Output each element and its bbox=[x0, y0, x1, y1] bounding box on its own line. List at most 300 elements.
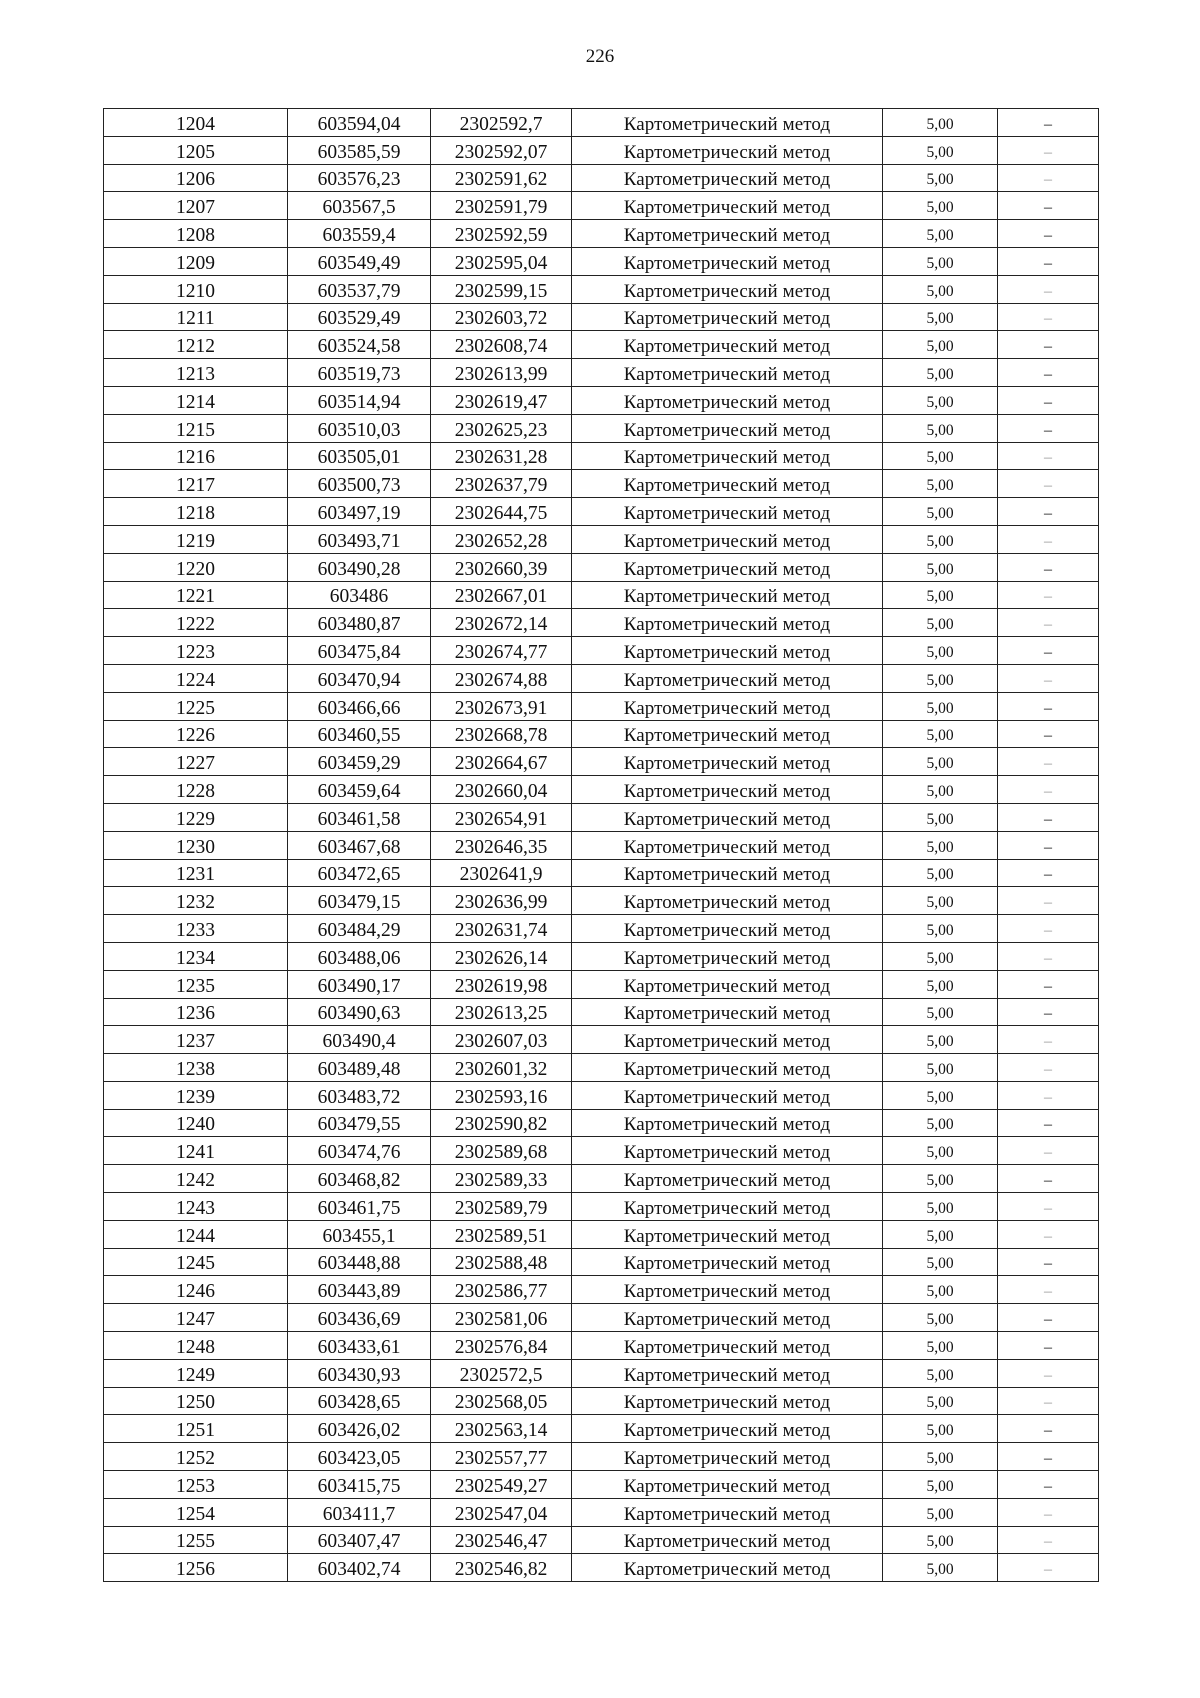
y-coordinate-cell: 2302660,04 bbox=[431, 776, 572, 804]
x-coordinate-cell: 603430,93 bbox=[288, 1359, 431, 1387]
table-row bbox=[104, 1443, 1099, 1471]
page-number: 226 bbox=[585, 46, 615, 67]
method-cell: Картометрический метод bbox=[572, 1443, 883, 1471]
x-coordinate-cell: 603490,63 bbox=[288, 998, 431, 1026]
description-cell: – bbox=[998, 1471, 1099, 1499]
point-number-cell: 1228 bbox=[104, 776, 288, 804]
description-cell: – bbox=[998, 1554, 1099, 1582]
point-number-cell: 1241 bbox=[104, 1137, 288, 1165]
method-cell: Картометрический метод bbox=[572, 109, 883, 137]
description-cell: – bbox=[998, 664, 1099, 692]
y-coordinate-cell: 2302673,91 bbox=[431, 692, 572, 720]
x-coordinate-cell: 603460,55 bbox=[288, 720, 431, 748]
y-coordinate-cell: 2302654,91 bbox=[431, 803, 572, 831]
y-coordinate-cell: 2302607,03 bbox=[431, 1026, 572, 1054]
point-number-cell: 1247 bbox=[104, 1304, 288, 1332]
y-coordinate-cell: 2302672,14 bbox=[431, 609, 572, 637]
table-row bbox=[104, 915, 1099, 943]
point-number-cell: 1211 bbox=[104, 303, 288, 331]
description-cell: – bbox=[998, 136, 1099, 164]
table-row bbox=[104, 1359, 1099, 1387]
y-coordinate-cell: 2302674,88 bbox=[431, 664, 572, 692]
y-coordinate-cell: 2302631,74 bbox=[431, 915, 572, 943]
point-number-cell: 1206 bbox=[104, 164, 288, 192]
accuracy-cell: 5,00 bbox=[883, 442, 998, 470]
description-cell: – bbox=[998, 1165, 1099, 1193]
y-coordinate-cell: 2302619,98 bbox=[431, 970, 572, 998]
point-number-cell: 1236 bbox=[104, 998, 288, 1026]
y-coordinate-cell: 2302557,77 bbox=[431, 1443, 572, 1471]
table-row bbox=[104, 275, 1099, 303]
x-coordinate-cell: 603529,49 bbox=[288, 303, 431, 331]
point-number-cell: 1213 bbox=[104, 359, 288, 387]
point-number-cell: 1226 bbox=[104, 720, 288, 748]
y-coordinate-cell: 2302576,84 bbox=[431, 1332, 572, 1360]
y-coordinate-cell: 2302572,5 bbox=[431, 1359, 572, 1387]
description-cell: – bbox=[998, 553, 1099, 581]
method-cell: Картометрический метод bbox=[572, 164, 883, 192]
x-coordinate-cell: 603537,79 bbox=[288, 275, 431, 303]
y-coordinate-cell: 2302591,62 bbox=[431, 164, 572, 192]
accuracy-cell: 5,00 bbox=[883, 1526, 998, 1554]
point-number-cell: 1238 bbox=[104, 1054, 288, 1082]
table-row bbox=[104, 1248, 1099, 1276]
accuracy-cell: 5,00 bbox=[883, 942, 998, 970]
description-cell: – bbox=[998, 803, 1099, 831]
accuracy-cell: 5,00 bbox=[883, 831, 998, 859]
method-cell: Картометрический метод bbox=[572, 442, 883, 470]
table-row bbox=[104, 1498, 1099, 1526]
table-row bbox=[104, 442, 1099, 470]
point-number-cell: 1212 bbox=[104, 331, 288, 359]
point-number-cell: 1233 bbox=[104, 915, 288, 943]
x-coordinate-cell: 603428,65 bbox=[288, 1387, 431, 1415]
accuracy-cell: 5,00 bbox=[883, 1054, 998, 1082]
table-row bbox=[104, 247, 1099, 275]
description-cell: – bbox=[998, 1054, 1099, 1082]
accuracy-cell: 5,00 bbox=[883, 776, 998, 804]
y-coordinate-cell: 2302591,79 bbox=[431, 192, 572, 220]
accuracy-cell: 5,00 bbox=[883, 1304, 998, 1332]
table-row bbox=[104, 414, 1099, 442]
description-cell: – bbox=[998, 442, 1099, 470]
point-number-cell: 1234 bbox=[104, 942, 288, 970]
accuracy-cell: 5,00 bbox=[883, 1165, 998, 1193]
accuracy-cell: 5,00 bbox=[883, 637, 998, 665]
accuracy-cell: 5,00 bbox=[883, 1026, 998, 1054]
description-cell: – bbox=[998, 414, 1099, 442]
table-row bbox=[104, 859, 1099, 887]
method-cell: Картометрический метод bbox=[572, 1471, 883, 1499]
description-cell: – bbox=[998, 1387, 1099, 1415]
accuracy-cell: 5,00 bbox=[883, 136, 998, 164]
y-coordinate-cell: 2302660,39 bbox=[431, 553, 572, 581]
description-cell: – bbox=[998, 1332, 1099, 1360]
coordinates-table bbox=[103, 108, 1099, 1582]
y-coordinate-cell: 2302563,14 bbox=[431, 1415, 572, 1443]
method-cell: Картометрический метод bbox=[572, 247, 883, 275]
accuracy-cell: 5,00 bbox=[883, 192, 998, 220]
accuracy-cell: 5,00 bbox=[883, 164, 998, 192]
point-number-cell: 1227 bbox=[104, 748, 288, 776]
x-coordinate-cell: 603411,7 bbox=[288, 1498, 431, 1526]
x-coordinate-cell: 603468,82 bbox=[288, 1165, 431, 1193]
accuracy-cell: 5,00 bbox=[883, 1137, 998, 1165]
x-coordinate-cell: 603490,17 bbox=[288, 970, 431, 998]
point-number-cell: 1204 bbox=[104, 109, 288, 137]
x-coordinate-cell: 603402,74 bbox=[288, 1554, 431, 1582]
table-row bbox=[104, 581, 1099, 609]
description-cell: – bbox=[998, 1415, 1099, 1443]
accuracy-cell: 5,00 bbox=[883, 386, 998, 414]
table-row bbox=[104, 664, 1099, 692]
x-coordinate-cell: 603480,87 bbox=[288, 609, 431, 637]
point-number-cell: 1223 bbox=[104, 637, 288, 665]
x-coordinate-cell: 603505,01 bbox=[288, 442, 431, 470]
y-coordinate-cell: 2302646,35 bbox=[431, 831, 572, 859]
x-coordinate-cell: 603479,15 bbox=[288, 887, 431, 915]
method-cell: Картометрический метод bbox=[572, 525, 883, 553]
description-cell: – bbox=[998, 887, 1099, 915]
method-cell: Картометрический метод bbox=[572, 220, 883, 248]
method-cell: Картометрический метод bbox=[572, 748, 883, 776]
y-coordinate-cell: 2302625,23 bbox=[431, 414, 572, 442]
table-row bbox=[104, 303, 1099, 331]
accuracy-cell: 5,00 bbox=[883, 859, 998, 887]
table-row bbox=[104, 831, 1099, 859]
method-cell: Картометрический метод bbox=[572, 637, 883, 665]
description-cell: – bbox=[998, 1498, 1099, 1526]
x-coordinate-cell: 603497,19 bbox=[288, 498, 431, 526]
method-cell: Картометрический метод bbox=[572, 303, 883, 331]
point-number-cell: 1215 bbox=[104, 414, 288, 442]
description-cell: – bbox=[998, 637, 1099, 665]
point-number-cell: 1255 bbox=[104, 1526, 288, 1554]
point-number-cell: 1209 bbox=[104, 247, 288, 275]
method-cell: Картометрический метод bbox=[572, 275, 883, 303]
accuracy-cell: 5,00 bbox=[883, 1248, 998, 1276]
description-cell: – bbox=[998, 942, 1099, 970]
point-number-cell: 1253 bbox=[104, 1471, 288, 1499]
x-coordinate-cell: 603549,49 bbox=[288, 247, 431, 275]
point-number-cell: 1244 bbox=[104, 1220, 288, 1248]
y-coordinate-cell: 2302608,74 bbox=[431, 331, 572, 359]
accuracy-cell: 5,00 bbox=[883, 359, 998, 387]
x-coordinate-cell: 603470,94 bbox=[288, 664, 431, 692]
description-cell: – bbox=[998, 109, 1099, 137]
description-cell: – bbox=[998, 776, 1099, 804]
point-number-cell: 1251 bbox=[104, 1415, 288, 1443]
y-coordinate-cell: 2302581,06 bbox=[431, 1304, 572, 1332]
point-number-cell: 1225 bbox=[104, 692, 288, 720]
method-cell: Картометрический метод bbox=[572, 1137, 883, 1165]
method-cell: Картометрический метод bbox=[572, 414, 883, 442]
accuracy-cell: 5,00 bbox=[883, 887, 998, 915]
y-coordinate-cell: 2302637,79 bbox=[431, 470, 572, 498]
point-number-cell: 1231 bbox=[104, 859, 288, 887]
accuracy-cell: 5,00 bbox=[883, 1359, 998, 1387]
x-coordinate-cell: 603448,88 bbox=[288, 1248, 431, 1276]
accuracy-cell: 5,00 bbox=[883, 1220, 998, 1248]
x-coordinate-cell: 603484,29 bbox=[288, 915, 431, 943]
accuracy-cell: 5,00 bbox=[883, 525, 998, 553]
x-coordinate-cell: 603510,03 bbox=[288, 414, 431, 442]
y-coordinate-cell: 2302652,28 bbox=[431, 525, 572, 553]
x-coordinate-cell: 603474,76 bbox=[288, 1137, 431, 1165]
method-cell: Картометрический метод bbox=[572, 331, 883, 359]
accuracy-cell: 5,00 bbox=[883, 609, 998, 637]
point-number-cell: 1208 bbox=[104, 220, 288, 248]
accuracy-cell: 5,00 bbox=[883, 915, 998, 943]
y-coordinate-cell: 2302549,27 bbox=[431, 1471, 572, 1499]
method-cell: Картометрический метод bbox=[572, 1332, 883, 1360]
y-coordinate-cell: 2302592,7 bbox=[431, 109, 572, 137]
description-cell: – bbox=[998, 1443, 1099, 1471]
method-cell: Картометрический метод bbox=[572, 942, 883, 970]
x-coordinate-cell: 603585,59 bbox=[288, 136, 431, 164]
method-cell: Картометрический метод bbox=[572, 192, 883, 220]
description-cell: – bbox=[998, 1220, 1099, 1248]
method-cell: Картометрический метод bbox=[572, 1109, 883, 1137]
method-cell: Картометрический метод bbox=[572, 359, 883, 387]
point-number-cell: 1237 bbox=[104, 1026, 288, 1054]
table-row bbox=[104, 1304, 1099, 1332]
method-cell: Картометрический метод bbox=[572, 1220, 883, 1248]
y-coordinate-cell: 2302589,68 bbox=[431, 1137, 572, 1165]
x-coordinate-cell: 603475,84 bbox=[288, 637, 431, 665]
method-cell: Картометрический метод bbox=[572, 1359, 883, 1387]
table-row bbox=[104, 776, 1099, 804]
accuracy-cell: 5,00 bbox=[883, 1276, 998, 1304]
table-row bbox=[104, 609, 1099, 637]
method-cell: Картометрический метод bbox=[572, 1526, 883, 1554]
point-number-cell: 1239 bbox=[104, 1081, 288, 1109]
point-number-cell: 1235 bbox=[104, 970, 288, 998]
accuracy-cell: 5,00 bbox=[883, 803, 998, 831]
table-row bbox=[104, 553, 1099, 581]
point-number-cell: 1224 bbox=[104, 664, 288, 692]
description-cell: – bbox=[998, 359, 1099, 387]
description-cell: – bbox=[998, 220, 1099, 248]
table-row bbox=[104, 1081, 1099, 1109]
table-row bbox=[104, 692, 1099, 720]
x-coordinate-cell: 603567,5 bbox=[288, 192, 431, 220]
table-row bbox=[104, 1137, 1099, 1165]
point-number-cell: 1246 bbox=[104, 1276, 288, 1304]
method-cell: Картометрический метод bbox=[572, 1054, 883, 1082]
method-cell: Картометрический метод bbox=[572, 470, 883, 498]
method-cell: Картометрический метод bbox=[572, 1415, 883, 1443]
description-cell: – bbox=[998, 1359, 1099, 1387]
description-cell: – bbox=[998, 247, 1099, 275]
y-coordinate-cell: 2302613,25 bbox=[431, 998, 572, 1026]
description-cell: – bbox=[998, 331, 1099, 359]
description-cell: – bbox=[998, 748, 1099, 776]
x-coordinate-cell: 603483,72 bbox=[288, 1081, 431, 1109]
y-coordinate-cell: 2302599,15 bbox=[431, 275, 572, 303]
table-row bbox=[104, 359, 1099, 387]
table-row bbox=[104, 748, 1099, 776]
y-coordinate-cell: 2302613,99 bbox=[431, 359, 572, 387]
y-coordinate-cell: 2302593,16 bbox=[431, 1081, 572, 1109]
table-row bbox=[104, 525, 1099, 553]
y-coordinate-cell: 2302631,28 bbox=[431, 442, 572, 470]
table-row bbox=[104, 970, 1099, 998]
point-number-cell: 1210 bbox=[104, 275, 288, 303]
description-cell: – bbox=[998, 831, 1099, 859]
y-coordinate-cell: 2302619,47 bbox=[431, 386, 572, 414]
description-cell: – bbox=[998, 1193, 1099, 1221]
accuracy-cell: 5,00 bbox=[883, 1443, 998, 1471]
y-coordinate-cell: 2302589,33 bbox=[431, 1165, 572, 1193]
point-number-cell: 1218 bbox=[104, 498, 288, 526]
table-row bbox=[104, 498, 1099, 526]
y-coordinate-cell: 2302664,67 bbox=[431, 748, 572, 776]
accuracy-cell: 5,00 bbox=[883, 692, 998, 720]
table-row bbox=[104, 1554, 1099, 1582]
description-cell: – bbox=[998, 1081, 1099, 1109]
description-cell: – bbox=[998, 1276, 1099, 1304]
accuracy-cell: 5,00 bbox=[883, 1498, 998, 1526]
table-row bbox=[104, 1276, 1099, 1304]
y-coordinate-cell: 2302636,99 bbox=[431, 887, 572, 915]
x-coordinate-cell: 603423,05 bbox=[288, 1443, 431, 1471]
point-number-cell: 1205 bbox=[104, 136, 288, 164]
x-coordinate-cell: 603467,68 bbox=[288, 831, 431, 859]
description-cell: – bbox=[998, 1137, 1099, 1165]
y-coordinate-cell: 2302674,77 bbox=[431, 637, 572, 665]
table-row bbox=[104, 887, 1099, 915]
method-cell: Картометрический метод bbox=[572, 720, 883, 748]
table-row bbox=[104, 1526, 1099, 1554]
accuracy-cell: 5,00 bbox=[883, 1471, 998, 1499]
table-row bbox=[104, 720, 1099, 748]
accuracy-cell: 5,00 bbox=[883, 748, 998, 776]
method-cell: Картометрический метод bbox=[572, 1554, 883, 1582]
point-number-cell: 1217 bbox=[104, 470, 288, 498]
method-cell: Картометрический метод bbox=[572, 1276, 883, 1304]
y-coordinate-cell: 2302588,48 bbox=[431, 1248, 572, 1276]
y-coordinate-cell: 2302589,79 bbox=[431, 1193, 572, 1221]
method-cell: Картометрический метод bbox=[572, 664, 883, 692]
method-cell: Картометрический метод bbox=[572, 915, 883, 943]
x-coordinate-cell: 603479,55 bbox=[288, 1109, 431, 1137]
y-coordinate-cell: 2302595,04 bbox=[431, 247, 572, 275]
method-cell: Картометрический метод bbox=[572, 498, 883, 526]
y-coordinate-cell: 2302644,75 bbox=[431, 498, 572, 526]
point-number-cell: 1207 bbox=[104, 192, 288, 220]
y-coordinate-cell: 2302592,59 bbox=[431, 220, 572, 248]
table-row bbox=[104, 803, 1099, 831]
description-cell: – bbox=[998, 164, 1099, 192]
y-coordinate-cell: 2302592,07 bbox=[431, 136, 572, 164]
x-coordinate-cell: 603493,71 bbox=[288, 525, 431, 553]
x-coordinate-cell: 603443,89 bbox=[288, 1276, 431, 1304]
table-row bbox=[104, 942, 1099, 970]
table-row bbox=[104, 109, 1099, 137]
point-number-cell: 1222 bbox=[104, 609, 288, 637]
description-cell: – bbox=[998, 609, 1099, 637]
x-coordinate-cell: 603461,75 bbox=[288, 1193, 431, 1221]
y-coordinate-cell: 2302590,82 bbox=[431, 1109, 572, 1137]
accuracy-cell: 5,00 bbox=[883, 664, 998, 692]
description-cell: – bbox=[998, 1026, 1099, 1054]
accuracy-cell: 5,00 bbox=[883, 998, 998, 1026]
table-body bbox=[104, 109, 1099, 1582]
x-coordinate-cell: 603433,61 bbox=[288, 1332, 431, 1360]
x-coordinate-cell: 603514,94 bbox=[288, 386, 431, 414]
x-coordinate-cell: 603472,65 bbox=[288, 859, 431, 887]
x-coordinate-cell: 603461,58 bbox=[288, 803, 431, 831]
accuracy-cell: 5,00 bbox=[883, 970, 998, 998]
accuracy-cell: 5,00 bbox=[883, 247, 998, 275]
description-cell: – bbox=[998, 192, 1099, 220]
point-number-cell: 1250 bbox=[104, 1387, 288, 1415]
method-cell: Картометрический метод bbox=[572, 136, 883, 164]
method-cell: Картометрический метод bbox=[572, 1193, 883, 1221]
accuracy-cell: 5,00 bbox=[883, 1387, 998, 1415]
method-cell: Картометрический метод bbox=[572, 887, 883, 915]
table-row bbox=[104, 1415, 1099, 1443]
y-coordinate-cell: 2302601,32 bbox=[431, 1054, 572, 1082]
description-cell: – bbox=[998, 1526, 1099, 1554]
accuracy-cell: 5,00 bbox=[883, 720, 998, 748]
description-cell: – bbox=[998, 915, 1099, 943]
point-number-cell: 1219 bbox=[104, 525, 288, 553]
x-coordinate-cell: 603594,04 bbox=[288, 109, 431, 137]
x-coordinate-cell: 603489,48 bbox=[288, 1054, 431, 1082]
y-coordinate-cell: 2302603,72 bbox=[431, 303, 572, 331]
table-row bbox=[104, 1109, 1099, 1137]
accuracy-cell: 5,00 bbox=[883, 1554, 998, 1582]
y-coordinate-cell: 2302568,05 bbox=[431, 1387, 572, 1415]
accuracy-cell: 5,00 bbox=[883, 414, 998, 442]
accuracy-cell: 5,00 bbox=[883, 331, 998, 359]
x-coordinate-cell: 603466,66 bbox=[288, 692, 431, 720]
x-coordinate-cell: 603576,23 bbox=[288, 164, 431, 192]
accuracy-cell: 5,00 bbox=[883, 1193, 998, 1221]
y-coordinate-cell: 2302546,82 bbox=[431, 1554, 572, 1582]
x-coordinate-cell: 603486 bbox=[288, 581, 431, 609]
method-cell: Картометрический метод bbox=[572, 803, 883, 831]
accuracy-cell: 5,00 bbox=[883, 109, 998, 137]
y-coordinate-cell: 2302589,51 bbox=[431, 1220, 572, 1248]
description-cell: – bbox=[998, 386, 1099, 414]
accuracy-cell: 5,00 bbox=[883, 1415, 998, 1443]
table-row bbox=[104, 998, 1099, 1026]
method-cell: Картометрический метод bbox=[572, 998, 883, 1026]
table-row bbox=[104, 386, 1099, 414]
method-cell: Картометрический метод bbox=[572, 776, 883, 804]
point-number-cell: 1254 bbox=[104, 1498, 288, 1526]
point-number-cell: 1230 bbox=[104, 831, 288, 859]
accuracy-cell: 5,00 bbox=[883, 1332, 998, 1360]
description-cell: – bbox=[998, 1248, 1099, 1276]
description-cell: – bbox=[998, 970, 1099, 998]
method-cell: Картометрический метод bbox=[572, 1387, 883, 1415]
method-cell: Картометрический метод bbox=[572, 692, 883, 720]
accuracy-cell: 5,00 bbox=[883, 498, 998, 526]
point-number-cell: 1252 bbox=[104, 1443, 288, 1471]
x-coordinate-cell: 603407,47 bbox=[288, 1526, 431, 1554]
accuracy-cell: 5,00 bbox=[883, 470, 998, 498]
table-row bbox=[104, 1387, 1099, 1415]
x-coordinate-cell: 603436,69 bbox=[288, 1304, 431, 1332]
description-cell: – bbox=[998, 303, 1099, 331]
x-coordinate-cell: 603519,73 bbox=[288, 359, 431, 387]
x-coordinate-cell: 603426,02 bbox=[288, 1415, 431, 1443]
point-number-cell: 1216 bbox=[104, 442, 288, 470]
